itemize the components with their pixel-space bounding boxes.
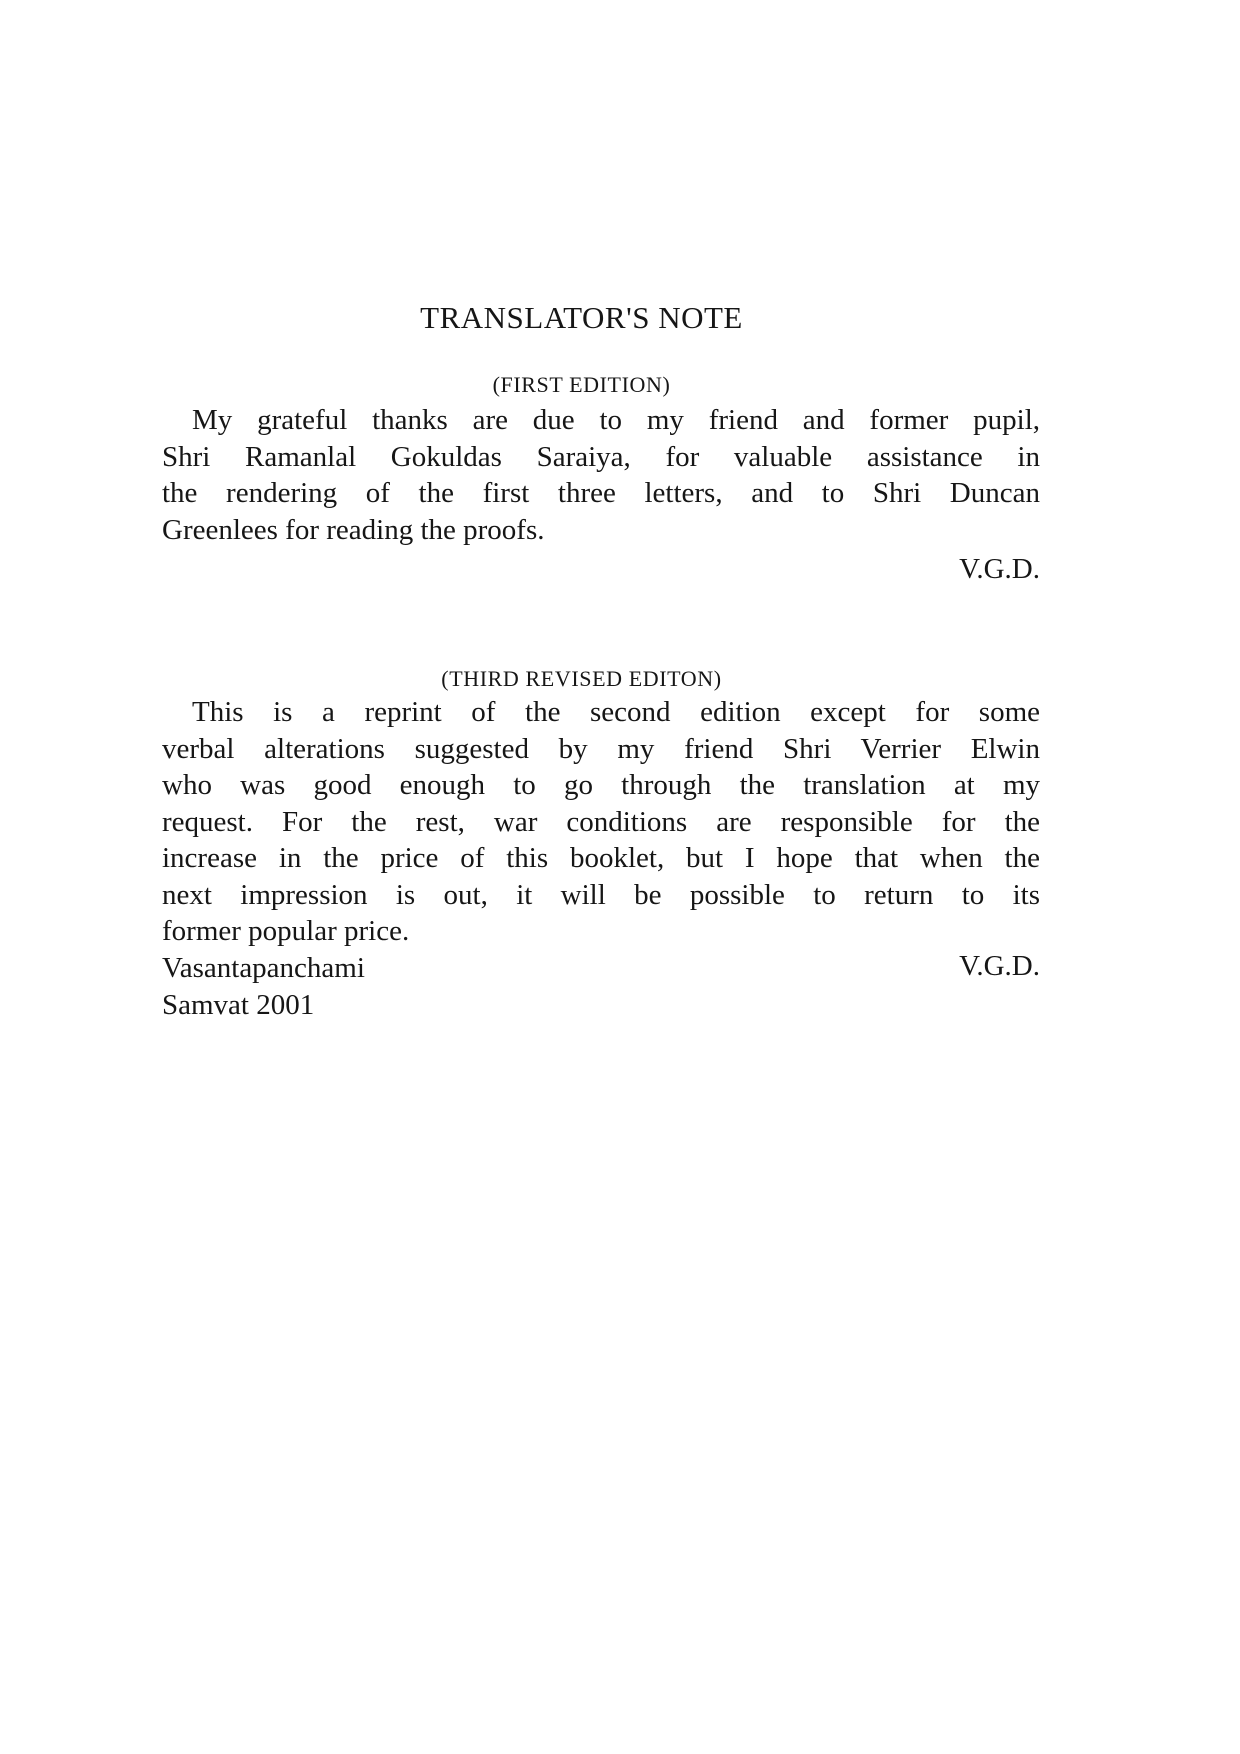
first-edition-paragraph bbox=[162, 402, 1040, 548]
paragraph-line: the rendering of the first three letters, and to Shri Duncan bbox=[162, 477, 1040, 509]
paragraph-line: former popular price. bbox=[162, 915, 410, 947]
paragraph-line: request. For the rest, war conditions are responsible for the bbox=[162, 805, 1040, 838]
first-edition-signature: V.G.D. bbox=[959, 553, 1040, 585]
place-line: Vasantapanchami bbox=[162, 952, 365, 984]
third-edition-signature: V.G.D. bbox=[959, 950, 1040, 982]
paragraph-line: Shri Ramanlal Gokuldas Saraiya, for valuable assistance in bbox=[162, 440, 1040, 473]
third-edition-paragraph bbox=[162, 694, 1040, 950]
first-edition-heading: (FIRST EDITION) bbox=[492, 372, 671, 397]
paragraph-line: This is a reprint of the second edition except for some bbox=[192, 696, 1040, 728]
paragraph-line: My grateful thanks are due to my friend and former pupil, bbox=[192, 404, 1040, 436]
paragraph-line: who was good enough to go through the translation at my bbox=[162, 769, 1040, 801]
page-title: TRANSLATOR'S NOTE bbox=[420, 300, 743, 335]
paragraph-line: Greenlees for reading the proofs. bbox=[162, 513, 545, 546]
third-edition-heading: (THIRD REVISED EDITON) bbox=[441, 666, 722, 691]
date-line: Samvat 2001 bbox=[162, 989, 315, 1021]
paragraph-line: next impression is out, it will be possible to return to its bbox=[162, 878, 1040, 911]
paragraph-line: verbal alterations suggested by my friend Shri Verrier Elwin bbox=[162, 732, 1040, 765]
paragraph-line: increase in the price of this booklet, but I hope that when the bbox=[162, 842, 1040, 874]
